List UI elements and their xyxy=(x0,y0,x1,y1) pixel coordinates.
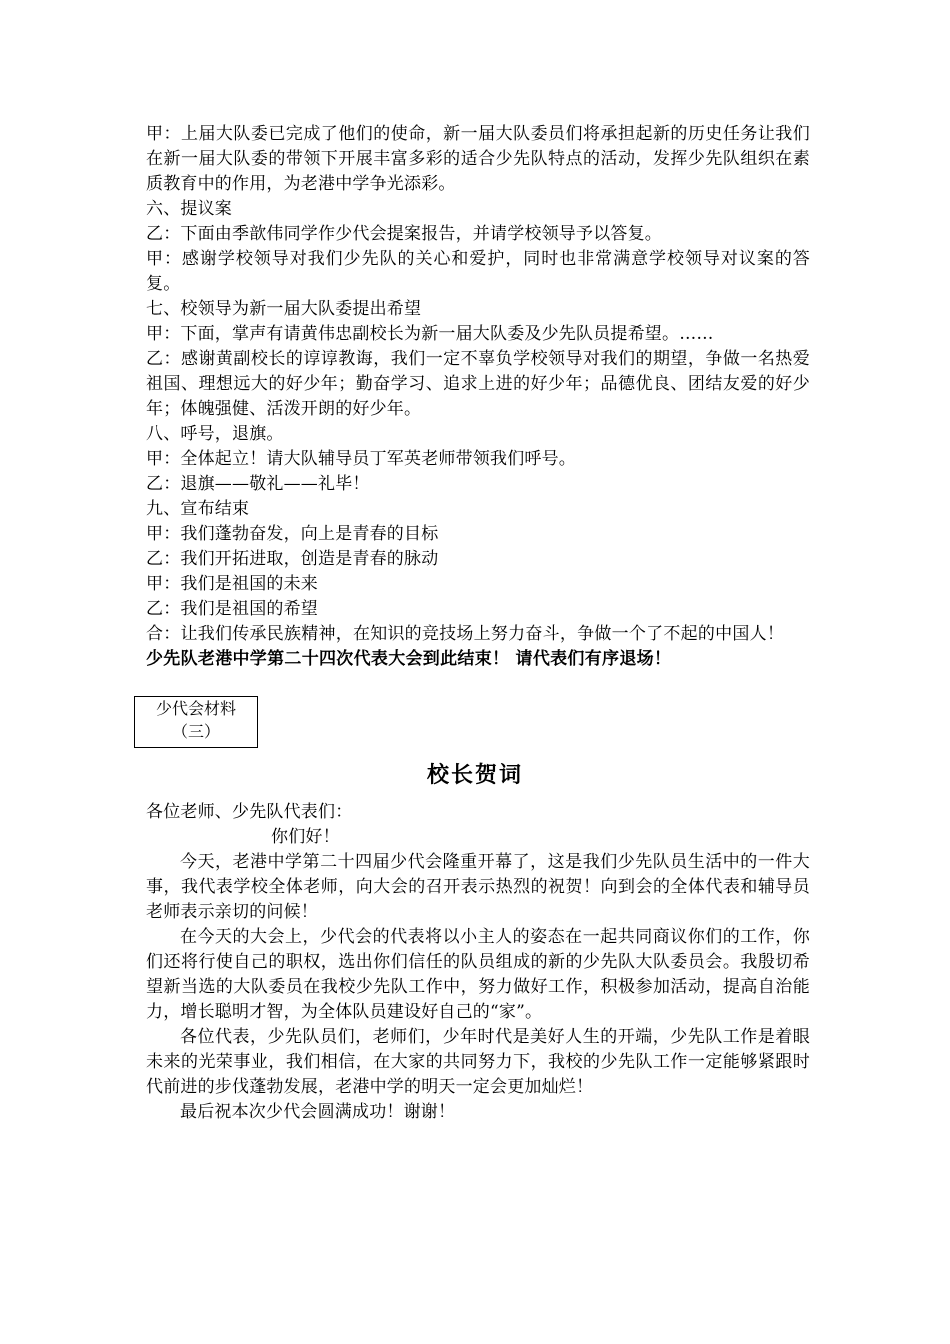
section-heading: 八、呼号，退旗。 xyxy=(146,424,284,444)
speech-paragraph: 各位代表，少先队员们，老师们，少年时代是美好人生的开端，少先队工作是着眼未来的光荣事业，我们相信，在大家的共同努力下，我校的少先队工作一定能够紧跟时代前进的步伐蓬勃发展，老港中学的明天一定会更加灿烂！ xyxy=(146,1027,810,1097)
script-line: 乙：感谢黄副校长的谆谆教诲，我们一定不辜负学校领导对我们的期望，争做一名热爱祖国、理想远大的好少年；勤奋学习、追求上进的好少年；品德优良、团结友爱的好少年；体魄强健、活泼开朗的好少年。 xyxy=(146,349,810,419)
script-line: 乙：我们是祖国的希望 xyxy=(146,599,318,619)
script-line: 乙：退旗——敬礼——礼毕！ xyxy=(146,474,370,494)
principal-speech xyxy=(146,800,810,1125)
script-line: 甲：我们蓬勃奋发，向上是青春的目标 xyxy=(146,524,439,544)
material-number: （三） xyxy=(171,722,220,741)
script-line: 甲：感谢学校领导对我们少先队的关心和爱护，同时也非常满意学校领导对议案的答复。 xyxy=(146,249,810,294)
section-heading: 七、校领导为新一届大队委提出希望 xyxy=(146,299,422,319)
material-label-box xyxy=(134,696,258,748)
page-title: 校长贺词 xyxy=(426,762,523,788)
script-line: 甲：下面，掌声有请黄伟忠副校长为新一届大队委及少先队员提希望。…… xyxy=(146,324,714,344)
closing-announcement: 少先队老港中学第二十四次代表大会到此结束！ 请代表们有序退场！ xyxy=(146,649,672,669)
script-line: 乙：我们开拓进取，创造是青春的脉动 xyxy=(146,549,439,569)
section-heading: 九、宣布结束 xyxy=(146,499,250,519)
meeting-script xyxy=(146,122,810,672)
script-line: 乙：下面由季歆伟同学作少代会提案报告，并请学校领导予以答复。 xyxy=(146,224,662,244)
salutation: 各位老师、少先队代表们： xyxy=(146,802,353,822)
greeting: 你们好！ xyxy=(271,827,340,847)
speech-paragraph: 今天，老港中学第二十四届少代会隆重开幕了，这是我们少先队员生活中的一件大事，我代表学校全体老师，向大会的召开表示热烈的祝贺！向到会的全体代表和辅导员老师表示亲切的问候！ xyxy=(146,852,810,922)
script-line: 甲：我们是祖国的未来 xyxy=(146,574,318,594)
speech-paragraph: 在今天的大会上，少代会的代表将以小主人的姿态在一起共同商议你们的工作，你们还将行使自己的职权，选出你们信任的队员组成的新的少先队大队委员会。我殷切希望新当选的大队委员在我校少先队工作中，努力做好工作，积极参加活动，提高自治能力，增长聪明才智，为全体队员建设好自己的“家”。 xyxy=(146,927,810,1022)
closing-line xyxy=(146,622,810,672)
script-line: 甲：上届大队委已完成了他们的使命，新一届大队委员们将承担起新的历史任务让我们在新一届大队委的带领下开展丰富多彩的适合少先队特点的活动，发挥少先队组织在素质教育中的作用，为老港中学争光添彩。 xyxy=(146,124,810,194)
script-line: 甲：全体起立！请大队辅导员丁军英老师带领我们呼号。 xyxy=(146,449,576,469)
speech-closing: 最后祝本次少代会圆满成功！谢谢！ xyxy=(180,1102,456,1122)
material-label: 少代会材料 xyxy=(155,699,236,718)
section-heading: 六、提议案 xyxy=(146,199,232,219)
closing-text: 合：让我们传承民族精神，在知识的竞技场上努力奋斗，争做一个了不起的中国人！ xyxy=(146,624,785,644)
